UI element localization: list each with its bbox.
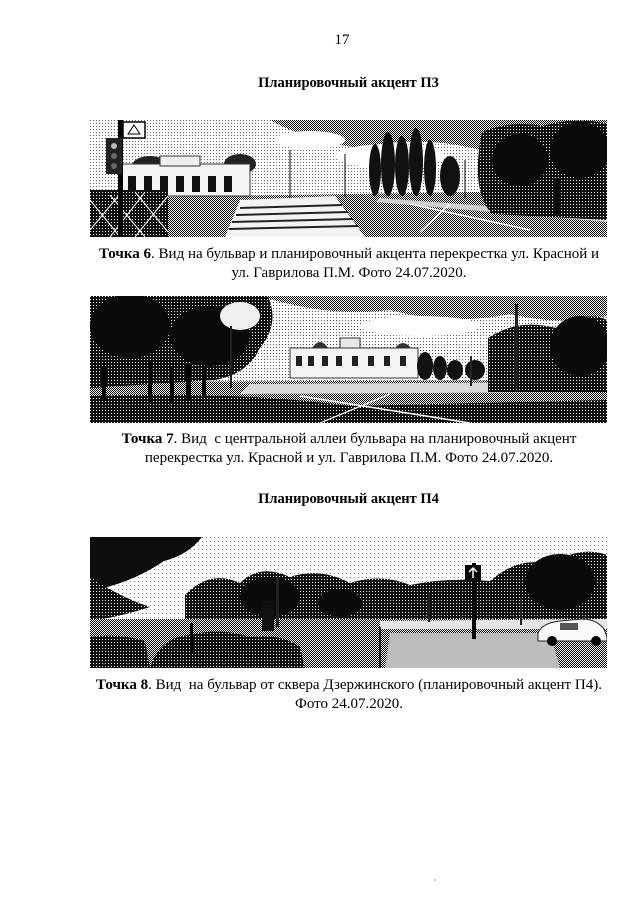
caption-line	[60, 430, 638, 449]
caption-line	[60, 676, 638, 695]
caption-line	[60, 245, 638, 264]
caption-point-8	[60, 676, 638, 714]
caption-label: Точка 6	[98, 246, 152, 262]
section-heading-p3: Планировочный акцент П3	[258, 75, 439, 91]
caption-text: . Вид с центральной аллеи бульвара на планировочный акцент	[173, 431, 577, 447]
caption-label: Точка 8	[96, 677, 149, 693]
caption-point-6	[60, 245, 638, 283]
photo-point-7	[90, 296, 607, 423]
caption-label: Точка 7	[121, 431, 174, 447]
caption-text: . Вид на бульвар от сквера Дзержинского (планировочный акцент П4).	[148, 677, 602, 693]
photo-point-8	[90, 537, 607, 668]
caption-line: перекрестка ул. Красной и ул. Гаврилова П.М. Фото 24.07.2020.	[144, 450, 554, 466]
caption-line: Фото 24.07.2020.	[294, 696, 403, 712]
section-heading-p4: Планировочный акцент П4	[258, 491, 439, 507]
page-number: 17	[334, 32, 350, 48]
caption-text: . Вид на бульвар и планировочный акцента перекрестка ул. Красной и	[151, 246, 600, 262]
caption-point-7	[60, 430, 638, 468]
scan-speck	[434, 879, 436, 881]
photo-point-6	[90, 120, 607, 237]
caption-line: ул. Гаврилова П.М. Фото 24.07.2020.	[231, 265, 467, 281]
